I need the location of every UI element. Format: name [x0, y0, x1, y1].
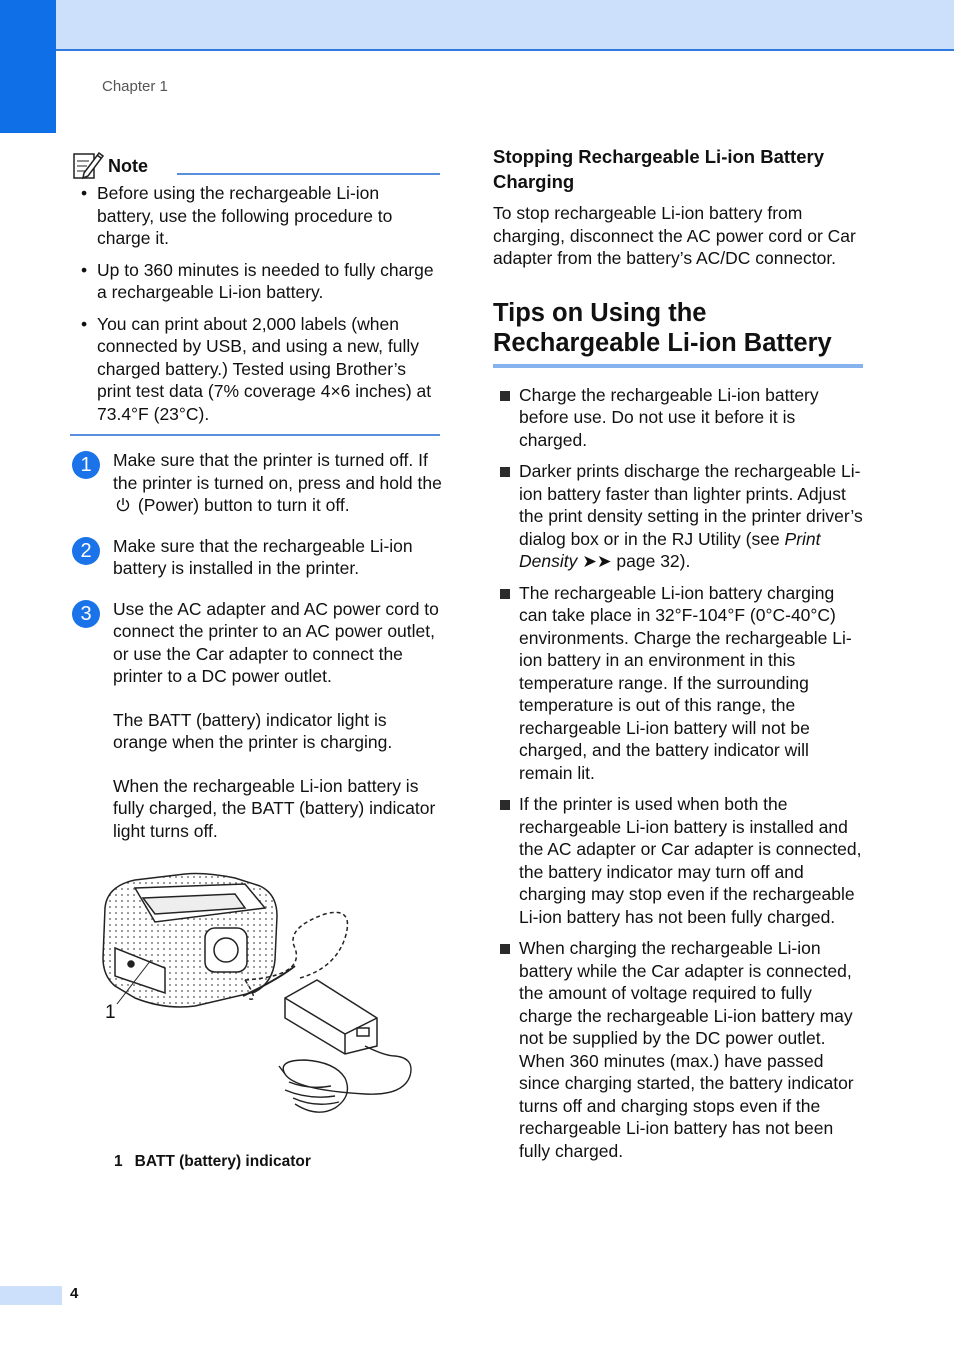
footer-band	[0, 1286, 62, 1305]
header-band	[0, 0, 954, 51]
note-item: • Up to 360 minutes is needed to fully charge a rechargeable Li-ion battery.	[81, 259, 434, 302]
note-title: Note	[108, 156, 148, 176]
tip-item: If the printer is used when both the rechargeable Li-ion battery is installed and the AC adapter or Car adapter is connected, the battery indicator may turn off and charging may stop even if the rechargeable Li-ion battery has not been fully charged.	[493, 793, 863, 928]
step-2: 2 Make sure that the rechargeable Li-ion battery is installed in the printer.	[72, 535, 442, 580]
page-number: 4	[70, 1285, 79, 1302]
step-number-badge: 1	[72, 451, 100, 479]
note-top-rule	[177, 173, 440, 175]
printer-charging-illustration	[95, 868, 425, 1138]
step-number-badge: 3	[72, 600, 100, 628]
step-3: 3 Use the AC adapter and AC power cord to connect the printer to an AC power outlet, or use the Car adapter to connect the printer to a DC power outlet. The BATT (battery) indicator light is orange when the printer is charging. When the rechargeable Li-ion battery is fully charged, the BATT (battery) indicator light turns off.	[72, 598, 442, 843]
stopping-body: To stop rechargeable Li-ion battery from charging, disconnect the AC power cord or Car adapter from the battery’s AC/DC connector.	[493, 203, 856, 268]
step-number-badge: 2	[72, 537, 100, 565]
note-pencil-icon	[72, 149, 104, 181]
callout-number: 1	[105, 1002, 116, 1023]
note-list	[70, 182, 440, 425]
stopping-heading: Stopping Rechargeable Li-ion Battery Charging	[493, 146, 824, 192]
chapter-side-tab	[0, 0, 56, 133]
printer-drawing	[103, 874, 277, 1008]
note-bottom-rule	[70, 434, 440, 436]
tips-heading: Tips on Using the Rechargeable Li-ion Battery	[493, 298, 863, 368]
step-list	[72, 449, 442, 860]
right-column	[493, 144, 863, 1171]
figure-caption: 1 BATT (battery) indicator	[114, 1153, 311, 1170]
note-box	[70, 146, 440, 436]
power-cord	[279, 1046, 411, 1112]
ac-adapter	[285, 980, 377, 1054]
tips-list	[493, 384, 863, 1163]
tip-item: The rechargeable Li-ion battery charging can take place in 32°F-104°F (0°C-40°C) environments. Charge the rechargeable Li-ion battery in an environment in this temperature range. If the surrounding temperature is out of this range, the rechargeable Li-ion battery will not be charged, and the battery indicator will remain lit.	[493, 582, 863, 785]
tip-item: Darker prints discharge the rechargeable Li-ion battery faster than lighter prints. Adjust the print density setting in the printer driver’s dialog box or in the RJ Utility (see Print Density ➤➤ page 32).	[493, 460, 863, 573]
step-1: 1 Make sure that the printer is turned off. If the printer is turned on, press and hold the (Power) button to turn it off.	[72, 449, 442, 517]
power-icon	[115, 497, 131, 513]
tip-item: When charging the rechargeable Li-ion battery while the Car adapter is connected, the amount of voltage required to fully charge the rechargeable Li-ion battery may not be supplied by the DC power outlet. When 360 minutes (max.) have passed since charging started, the battery indicator turns off and charging stops even if the rechargeable Li-ion battery has not been fully charged.	[493, 937, 863, 1162]
chapter-label: Chapter 1	[102, 78, 168, 95]
note-item: • You can print about 2,000 labels (when connected by USB, and using a new, fully charged battery.) Tested using Brother’s print test data (7% coverage 4×6 inches) at 73.4°F (23°C).	[81, 313, 432, 424]
note-item: • Before using the rechargeable Li-ion battery, use the following procedure to charge it.	[81, 183, 393, 248]
tip-item: Charge the rechargeable Li-ion battery before use. Do not use it before it is charged.	[493, 384, 863, 452]
